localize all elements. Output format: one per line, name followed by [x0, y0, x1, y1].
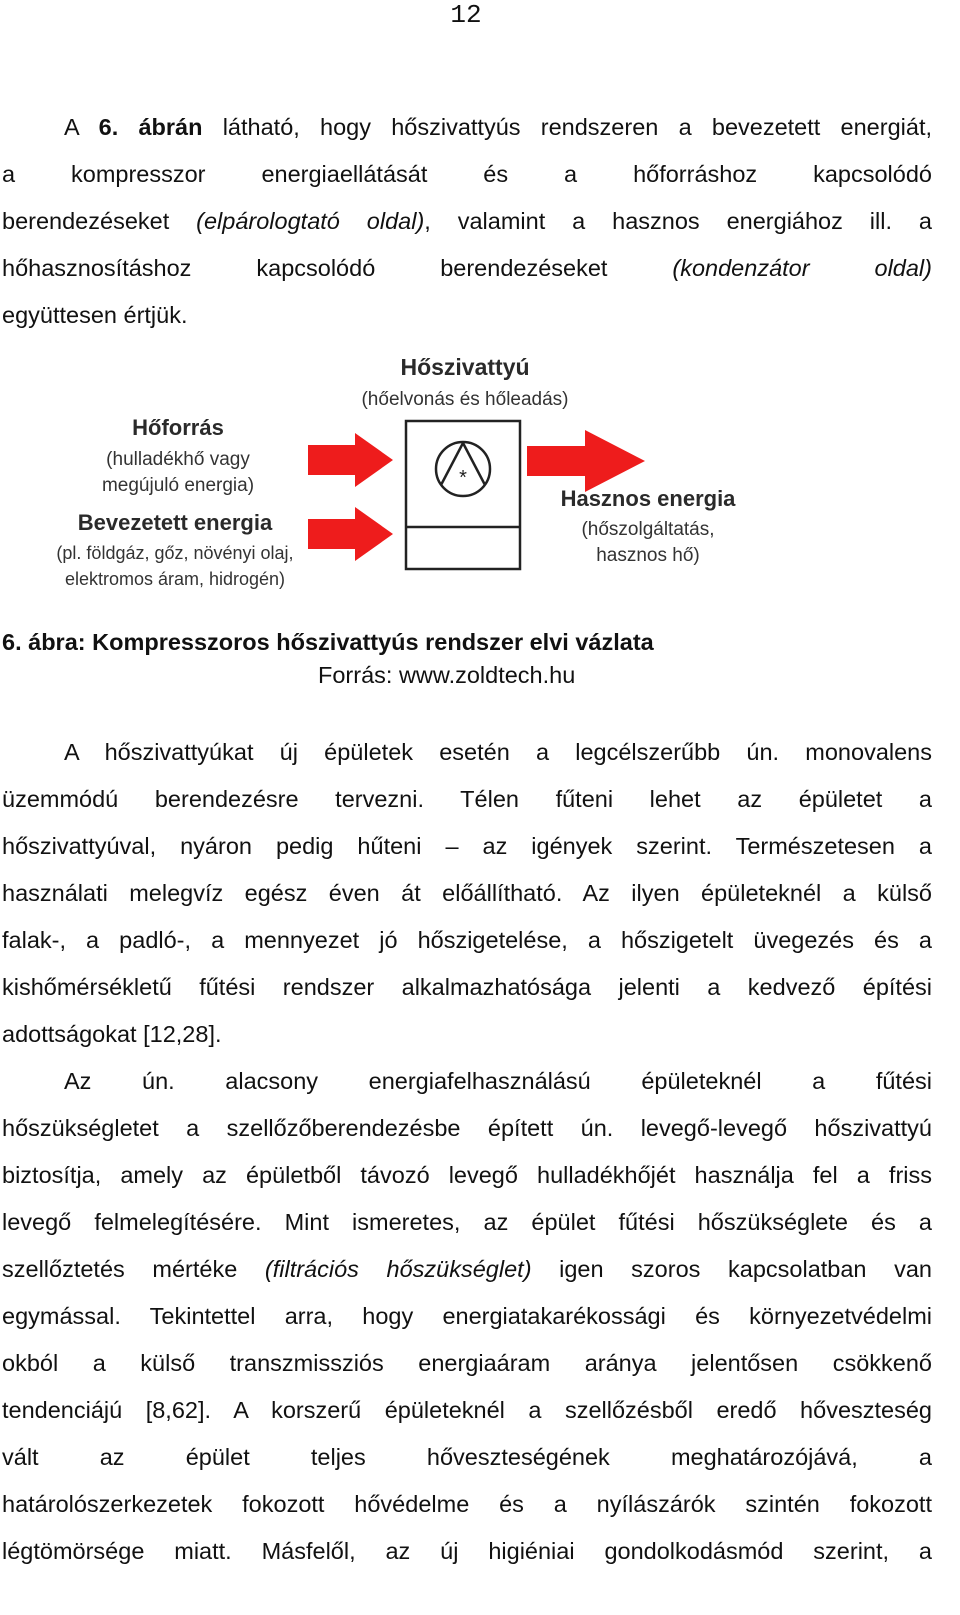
- paragraph-figure-intro: [2, 104, 932, 339]
- input-energy-subtitle: (pl. földgáz, gőz, növényi olaj,: [56, 543, 294, 563]
- paragraph-low-energy-buildings: [2, 1058, 932, 1575]
- useful-energy-title: Hasznos energia: [560, 486, 736, 511]
- heat-source-title: Hőforrás: [132, 415, 224, 440]
- useful-energy-arrow-icon: [527, 430, 645, 492]
- text-line: együttesen értjük.: [2, 302, 188, 328]
- text-line: berendezéseket (elpárologtató oldal), valamint a hasznos energiához ill. a: [2, 208, 932, 234]
- useful-energy-subtitle: hasznos hő): [596, 545, 700, 566]
- paragraph-monovalent: [2, 729, 932, 1058]
- heat-source-subtitle: (hulladékhő vagy: [106, 449, 250, 470]
- heat-pump-subtitle: (hőelvonás és hőleadás): [361, 389, 569, 410]
- text-line: szellőztetés mértéke (filtrációs hőszükséglet) igen szoros kapcsolatban van: [2, 1256, 932, 1282]
- text-line: hőhasznosításhoz kapcsolódó berendezéseket (kondenzátor oldal): [2, 255, 932, 281]
- text-line: hőszivattyúval, nyáron pedig hűteni – az igények szerint. Természetesen a: [2, 833, 932, 859]
- text-line: falak-, a padló-, a mennyezet jó hőszigetelése, a hőszigetelt üvegezés és a: [2, 927, 932, 953]
- input-energy-subtitle: elektromos áram, hidrogén): [64, 569, 286, 589]
- text-line: határolószerkezetek fokozott hővédelme és a nyílászárók szintén fokozott: [2, 1491, 932, 1517]
- text-line: kishőmérsékletű fűtési rendszer alkalmazhatósága jelenti a kedvező építési: [2, 974, 932, 1000]
- heat-source-subtitle: megújuló energia): [101, 475, 255, 496]
- heat-flow-arrow-icon: [308, 433, 393, 487]
- text-line: hőszükségletet a szellőzőberendezésbe épített ún. levegő-levegő hőszivattyú: [2, 1115, 932, 1141]
- text-line: levegő felmelegítésére. Mint ismeretes, az épület fűtési hőszükséglete és a: [2, 1209, 932, 1235]
- figure-reference: 6. ábrán: [98, 114, 203, 140]
- text-line: biztosítja, amely az épületből távozó levegő hulladékhőjét használja fel a friss: [2, 1162, 932, 1188]
- text-line: adottságokat [12,28].: [2, 1021, 222, 1047]
- page-number: 12: [450, 0, 482, 30]
- text-line: használati melegvíz egész éven át előállítható. Az ilyen épületeknél a külső: [2, 880, 932, 906]
- figure-source: Forrás: www.zoldtech.hu: [318, 662, 576, 688]
- svg-text:*: *: [459, 467, 467, 489]
- text-line: vált az épület teljes hőveszteségének meghatározójává, a: [2, 1444, 932, 1470]
- input-energy-title: Bevezetett energia: [77, 510, 273, 535]
- text-line: Az ún. alacsony energiafelhasználású épületeknél a fűtési: [64, 1068, 932, 1094]
- text-line: légtömörsége miatt. Másfelől, az új higiéniai gondolkodásmód szerint, a: [2, 1538, 932, 1564]
- text-line: üzemmódú berendezésre tervezni. Télen fűteni lehet az épületet a: [2, 786, 932, 812]
- text-line: A 6. ábrán látható, hogy hőszivattyús rendszeren a bevezetett energiát,: [64, 114, 932, 140]
- useful-energy-subtitle: (hőszolgáltatás,: [581, 519, 715, 540]
- text-line: egymással. Tekintettel arra, hogy energiatakarékossági és környezetvédelmi: [2, 1303, 932, 1329]
- text-line: okból a külső transzmissziós energiaáram aránya jelentősen csökkenő: [2, 1350, 932, 1376]
- heat-pump-title: Hőszivattyú: [400, 354, 530, 380]
- text-line: tendenciájú [8,62]. A korszerű épületeknél a szellőzésből eredő hőveszteség: [2, 1397, 932, 1423]
- energy-flow-arrow-icon: [308, 507, 393, 561]
- figure-caption: 6. ábra: Kompresszoros hőszivattyús rendszer elvi vázlata: [2, 629, 654, 655]
- text-line: a kompresszor energiaellátását és a hőforráshoz kapcsolódó: [2, 161, 932, 187]
- text-line: A hőszivattyúkat új épületek esetén a legcélszerűbb ún. monovalens: [64, 739, 932, 765]
- heat-pump-diagram: [0, 345, 780, 600]
